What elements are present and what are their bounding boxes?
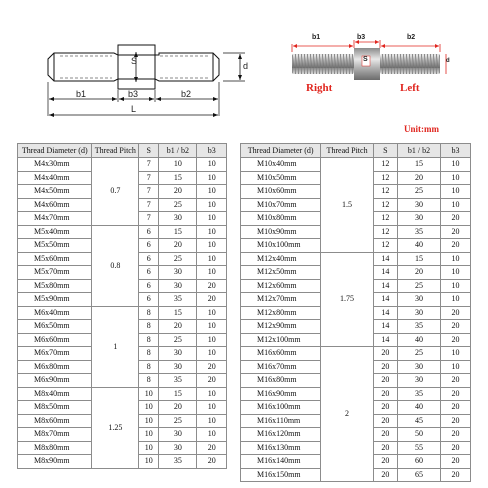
col-b1-b2: b1 / b2 bbox=[398, 144, 441, 158]
thread-diameter-cell: M6x40mm bbox=[18, 306, 92, 320]
b3-cell: 20 bbox=[441, 414, 471, 428]
table-row bbox=[18, 387, 227, 401]
b1-b2-cell: 15 bbox=[159, 387, 197, 401]
b3-cell: 20 bbox=[197, 455, 227, 469]
table-header-row bbox=[18, 144, 227, 158]
b1-b2-cell: 30 bbox=[398, 374, 441, 388]
s-cell: 6 bbox=[139, 225, 159, 239]
b3-cell: 10 bbox=[441, 347, 471, 361]
thread-pitch-cell: 1.75 bbox=[321, 252, 373, 347]
b1-b2-cell: 25 bbox=[398, 185, 441, 199]
thread-diameter-cell: M6x60mm bbox=[18, 333, 92, 347]
unit-label: Unit:mm bbox=[404, 124, 439, 134]
s-cell: 12 bbox=[373, 239, 397, 253]
col-s: S bbox=[373, 144, 397, 158]
s-cell: 8 bbox=[139, 306, 159, 320]
table-row bbox=[241, 347, 471, 361]
b1-b2-cell: 25 bbox=[159, 414, 197, 428]
b3-cell: 20 bbox=[441, 239, 471, 253]
s-cell: 7 bbox=[139, 158, 159, 172]
b1-b2-cell: 25 bbox=[159, 252, 197, 266]
thread-diameter-cell: M12x90mm bbox=[241, 320, 321, 334]
b3-cell: 10 bbox=[197, 212, 227, 226]
s-cell: 6 bbox=[139, 252, 159, 266]
thread-diameter-cell: M10x40mm bbox=[241, 158, 321, 172]
b1-b2-cell: 55 bbox=[398, 441, 441, 455]
b1-b2-cell: 30 bbox=[159, 428, 197, 442]
thread-diameter-cell: M5x50mm bbox=[18, 239, 92, 253]
thread-diameter-cell: M8x40mm bbox=[18, 387, 92, 401]
b3-cell: 10 bbox=[441, 279, 471, 293]
photo-label-b1: b1 bbox=[312, 34, 321, 41]
b3-cell: 20 bbox=[441, 387, 471, 401]
s-cell: 10 bbox=[139, 441, 159, 455]
thread-pitch-cell: 1 bbox=[92, 306, 139, 387]
b1-b2-cell: 35 bbox=[398, 320, 441, 334]
s-cell: 14 bbox=[373, 320, 397, 334]
s-cell: 12 bbox=[373, 212, 397, 226]
s-cell: 10 bbox=[139, 414, 159, 428]
b3-cell: 20 bbox=[441, 333, 471, 347]
b3-cell: 10 bbox=[197, 198, 227, 212]
b3-cell: 20 bbox=[441, 468, 471, 482]
table-header-row bbox=[241, 144, 471, 158]
diagram-label-l: L bbox=[131, 104, 137, 114]
thread-diameter-cell: M16x90mm bbox=[241, 387, 321, 401]
s-cell: 12 bbox=[373, 158, 397, 172]
diagram-label-b2: b2 bbox=[181, 89, 192, 99]
thread-diameter-cell: M6x90mm bbox=[18, 374, 92, 388]
b1-b2-cell: 30 bbox=[159, 212, 197, 226]
s-cell: 20 bbox=[373, 347, 397, 361]
b1-b2-cell: 15 bbox=[159, 306, 197, 320]
thread-diameter-cell: M8x70mm bbox=[18, 428, 92, 442]
thread-diameter-cell: M5x80mm bbox=[18, 279, 92, 293]
b3-cell: 10 bbox=[441, 198, 471, 212]
b1-b2-cell: 25 bbox=[159, 333, 197, 347]
b1-b2-cell: 40 bbox=[398, 401, 441, 415]
s-cell: 7 bbox=[139, 185, 159, 199]
s-cell: 8 bbox=[139, 320, 159, 334]
b1-b2-cell: 15 bbox=[398, 158, 441, 172]
photo-label-b3: b3 bbox=[357, 34, 366, 41]
photo-label-d: d bbox=[446, 58, 450, 64]
b1-b2-cell: 60 bbox=[398, 455, 441, 469]
thread-pitch-cell: 1.5 bbox=[321, 158, 373, 253]
b1-b2-cell: 20 bbox=[159, 320, 197, 334]
s-cell: 8 bbox=[139, 374, 159, 388]
s-cell: 10 bbox=[139, 401, 159, 415]
left-label: Left bbox=[400, 82, 420, 94]
b1-b2-cell: 45 bbox=[398, 414, 441, 428]
b1-b2-cell: 30 bbox=[398, 306, 441, 320]
b3-cell: 20 bbox=[441, 374, 471, 388]
thread-diameter-cell: M16x130mm bbox=[241, 441, 321, 455]
b3-cell: 20 bbox=[197, 360, 227, 374]
thread-diameter-cell: M12x60mm bbox=[241, 279, 321, 293]
thread-diameter-cell: M10x90mm bbox=[241, 225, 321, 239]
s-cell: 10 bbox=[139, 455, 159, 469]
thread-diameter-cell: M16x80mm bbox=[241, 374, 321, 388]
b3-cell: 10 bbox=[197, 158, 227, 172]
b3-cell: 10 bbox=[197, 239, 227, 253]
b1-b2-cell: 20 bbox=[159, 185, 197, 199]
b1-b2-cell: 35 bbox=[159, 455, 197, 469]
thread-diameter-cell: M5x60mm bbox=[18, 252, 92, 266]
spec-table-left bbox=[17, 143, 227, 469]
b1-b2-cell: 30 bbox=[159, 347, 197, 361]
b3-cell: 10 bbox=[197, 347, 227, 361]
photo-label-b2: b2 bbox=[407, 34, 416, 41]
stud-drawing bbox=[0, 0, 250, 122]
b1-b2-cell: 20 bbox=[159, 239, 197, 253]
col-thread-pitch: Thread Pitch bbox=[321, 144, 373, 158]
thread-diameter-cell: M8x50mm bbox=[18, 401, 92, 415]
thread-diameter-cell: M10x80mm bbox=[241, 212, 321, 226]
b1-b2-cell: 35 bbox=[159, 293, 197, 307]
s-cell: 12 bbox=[373, 171, 397, 185]
b3-cell: 20 bbox=[197, 441, 227, 455]
diagram-label-b3: b3 bbox=[128, 89, 139, 99]
b1-b2-cell: 50 bbox=[398, 428, 441, 442]
b1-b2-cell: 30 bbox=[159, 266, 197, 280]
s-cell: 7 bbox=[139, 198, 159, 212]
spec-table-right bbox=[240, 143, 471, 482]
b1-b2-cell: 30 bbox=[398, 360, 441, 374]
diagram-label-s: S bbox=[131, 56, 138, 66]
b1-b2-cell: 30 bbox=[159, 279, 197, 293]
col-thread-diameter: Thread Diameter (d) bbox=[18, 144, 92, 158]
thread-diameter-cell: M10x50mm bbox=[241, 171, 321, 185]
b1-b2-cell: 20 bbox=[398, 171, 441, 185]
col-thread-diameter: Thread Diameter (d) bbox=[241, 144, 321, 158]
s-cell: 20 bbox=[373, 455, 397, 469]
col-b3: b3 bbox=[197, 144, 227, 158]
b1-b2-cell: 30 bbox=[398, 293, 441, 307]
b3-cell: 10 bbox=[441, 171, 471, 185]
table-row bbox=[241, 158, 471, 172]
col-b3: b3 bbox=[441, 144, 471, 158]
b1-b2-cell: 25 bbox=[398, 347, 441, 361]
b1-b2-cell: 15 bbox=[159, 225, 197, 239]
thread-pitch-cell: 2 bbox=[321, 347, 373, 482]
thread-diameter-cell: M4x50mm bbox=[18, 185, 92, 199]
b3-cell: 10 bbox=[441, 266, 471, 280]
b3-cell: 20 bbox=[441, 212, 471, 226]
right-label: Right bbox=[306, 82, 333, 94]
thread-pitch-cell: 1.25 bbox=[92, 387, 139, 468]
table-row bbox=[241, 252, 471, 266]
s-cell: 14 bbox=[373, 333, 397, 347]
thread-diameter-cell: M8x80mm bbox=[18, 441, 92, 455]
s-cell: 14 bbox=[373, 279, 397, 293]
thread-diameter-cell: M16x60mm bbox=[241, 347, 321, 361]
thread-diameter-cell: M12x50mm bbox=[241, 266, 321, 280]
b1-b2-cell: 15 bbox=[159, 171, 197, 185]
s-cell: 20 bbox=[373, 468, 397, 482]
s-cell: 20 bbox=[373, 360, 397, 374]
b3-cell: 10 bbox=[441, 185, 471, 199]
thread-diameter-cell: M8x60mm bbox=[18, 414, 92, 428]
b3-cell: 20 bbox=[441, 441, 471, 455]
b3-cell: 20 bbox=[441, 428, 471, 442]
b3-cell: 10 bbox=[197, 428, 227, 442]
s-cell: 7 bbox=[139, 171, 159, 185]
s-cell: 20 bbox=[373, 414, 397, 428]
s-cell: 6 bbox=[139, 279, 159, 293]
thread-diameter-cell: M12x100mm bbox=[241, 333, 321, 347]
s-cell: 7 bbox=[139, 212, 159, 226]
b1-b2-cell: 25 bbox=[398, 279, 441, 293]
b3-cell: 20 bbox=[441, 225, 471, 239]
s-cell: 20 bbox=[373, 441, 397, 455]
b3-cell: 10 bbox=[441, 360, 471, 374]
s-cell: 8 bbox=[139, 360, 159, 374]
s-cell: 6 bbox=[139, 293, 159, 307]
table-row bbox=[18, 158, 227, 172]
s-cell: 6 bbox=[139, 239, 159, 253]
b1-b2-cell: 35 bbox=[398, 387, 441, 401]
s-cell: 8 bbox=[139, 333, 159, 347]
thread-diameter-cell: M5x70mm bbox=[18, 266, 92, 280]
s-cell: 10 bbox=[139, 387, 159, 401]
thread-diameter-cell: M5x40mm bbox=[18, 225, 92, 239]
thread-diameter-cell: M16x70mm bbox=[241, 360, 321, 374]
s-cell: 12 bbox=[373, 198, 397, 212]
s-cell: 8 bbox=[139, 347, 159, 361]
b1-b2-cell: 15 bbox=[398, 252, 441, 266]
b3-cell: 10 bbox=[197, 171, 227, 185]
b1-b2-cell: 30 bbox=[159, 360, 197, 374]
b3-cell: 10 bbox=[197, 225, 227, 239]
b3-cell: 10 bbox=[197, 185, 227, 199]
s-cell: 14 bbox=[373, 293, 397, 307]
thread-diameter-cell: M6x80mm bbox=[18, 360, 92, 374]
col-thread-pitch: Thread Pitch bbox=[92, 144, 139, 158]
thread-pitch-cell: 0.8 bbox=[92, 225, 139, 306]
b3-cell: 10 bbox=[197, 333, 227, 347]
thread-diameter-cell: M4x30mm bbox=[18, 158, 92, 172]
b3-cell: 10 bbox=[197, 320, 227, 334]
col-s: S bbox=[139, 144, 159, 158]
b3-cell: 10 bbox=[441, 158, 471, 172]
b1-b2-cell: 40 bbox=[398, 333, 441, 347]
thread-diameter-cell: M16x100mm bbox=[241, 401, 321, 415]
thread-pitch-cell: 0.7 bbox=[92, 158, 139, 226]
thread-diameter-cell: M4x60mm bbox=[18, 198, 92, 212]
thread-diameter-cell: M16x150mm bbox=[241, 468, 321, 482]
b1-b2-cell: 35 bbox=[159, 374, 197, 388]
b1-b2-cell: 35 bbox=[398, 225, 441, 239]
thread-diameter-cell: M6x50mm bbox=[18, 320, 92, 334]
thread-diameter-cell: M12x40mm bbox=[241, 252, 321, 266]
b3-cell: 10 bbox=[441, 293, 471, 307]
b3-cell: 10 bbox=[197, 401, 227, 415]
b3-cell: 20 bbox=[197, 279, 227, 293]
thread-diameter-cell: M10x60mm bbox=[241, 185, 321, 199]
table-row bbox=[18, 225, 227, 239]
s-cell: 20 bbox=[373, 428, 397, 442]
b1-b2-cell: 10 bbox=[159, 158, 197, 172]
b1-b2-cell: 30 bbox=[398, 212, 441, 226]
s-cell: 6 bbox=[139, 266, 159, 280]
b1-b2-cell: 30 bbox=[398, 198, 441, 212]
b1-b2-cell: 20 bbox=[398, 266, 441, 280]
thread-diameter-cell: M8x90mm bbox=[18, 455, 92, 469]
thread-diameter-cell: M16x140mm bbox=[241, 455, 321, 469]
b3-cell: 10 bbox=[197, 306, 227, 320]
b3-cell: 10 bbox=[197, 387, 227, 401]
diagram-label-d: d bbox=[243, 61, 249, 71]
thread-diameter-cell: M5x90mm bbox=[18, 293, 92, 307]
b3-cell: 10 bbox=[197, 266, 227, 280]
b3-cell: 20 bbox=[441, 455, 471, 469]
b1-b2-cell: 25 bbox=[159, 198, 197, 212]
s-cell: 20 bbox=[373, 401, 397, 415]
thread-diameter-cell: M12x70mm bbox=[241, 293, 321, 307]
b3-cell: 10 bbox=[197, 414, 227, 428]
s-cell: 20 bbox=[373, 374, 397, 388]
s-cell: 10 bbox=[139, 428, 159, 442]
b3-cell: 20 bbox=[441, 401, 471, 415]
thread-diameter-cell: M12x80mm bbox=[241, 306, 321, 320]
thread-diameter-cell: M6x70mm bbox=[18, 347, 92, 361]
b3-cell: 20 bbox=[441, 306, 471, 320]
s-cell: 14 bbox=[373, 266, 397, 280]
b1-b2-cell: 40 bbox=[398, 239, 441, 253]
b3-cell: 20 bbox=[441, 320, 471, 334]
thread-diameter-cell: M4x40mm bbox=[18, 171, 92, 185]
thread-diameter-cell: M16x110mm bbox=[241, 414, 321, 428]
s-cell: 12 bbox=[373, 225, 397, 239]
b1-b2-cell: 65 bbox=[398, 468, 441, 482]
b3-cell: 20 bbox=[197, 374, 227, 388]
b1-b2-cell: 20 bbox=[159, 401, 197, 415]
diagram-label-b1: b1 bbox=[76, 89, 87, 99]
col-b1-b2: b1 / b2 bbox=[159, 144, 197, 158]
s-cell: 12 bbox=[373, 185, 397, 199]
s-cell: 14 bbox=[373, 306, 397, 320]
s-cell: 20 bbox=[373, 387, 397, 401]
photo-label-s: S bbox=[363, 56, 368, 63]
thread-diameter-cell: M10x100mm bbox=[241, 239, 321, 253]
b3-cell: 10 bbox=[441, 252, 471, 266]
b3-cell: 20 bbox=[197, 293, 227, 307]
thread-diameter-cell: M16x120mm bbox=[241, 428, 321, 442]
b3-cell: 10 bbox=[197, 252, 227, 266]
thread-diameter-cell: M10x70mm bbox=[241, 198, 321, 212]
thread-diameter-cell: M4x70mm bbox=[18, 212, 92, 226]
table-row bbox=[18, 306, 227, 320]
s-cell: 14 bbox=[373, 252, 397, 266]
b1-b2-cell: 30 bbox=[159, 441, 197, 455]
